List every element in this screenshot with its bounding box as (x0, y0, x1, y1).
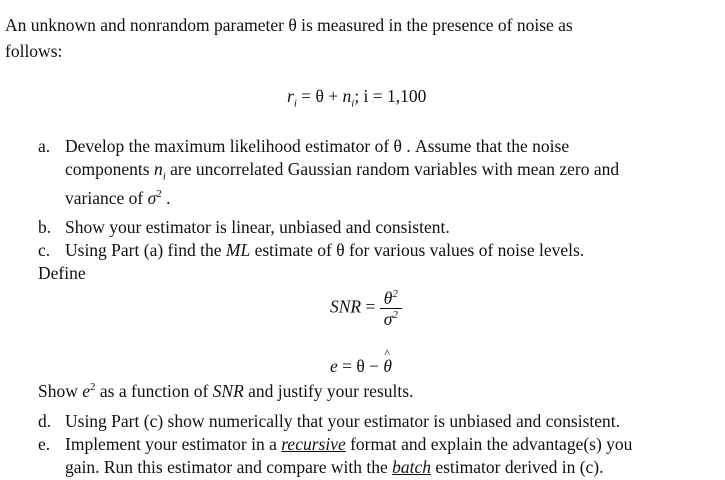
n-subscript: i (351, 97, 355, 110)
snr-fraction (380, 288, 402, 329)
part-e-line-1 (65, 434, 632, 455)
model-equation (287, 86, 427, 110)
snr-denominator (380, 309, 402, 329)
show-snr: SNR (212, 381, 244, 401)
part-d-marker: d. (38, 411, 52, 431)
show-pre: Show (38, 381, 83, 401)
hat-accent: ^ (384, 346, 391, 360)
part-b-text: Show your estimator is linear, unbiased and consistent. (65, 217, 450, 237)
part-c-text (65, 240, 584, 261)
equation-middle: = θ + (296, 86, 343, 106)
error-e-symbol: e (330, 356, 338, 376)
part-e-marker: e. (38, 434, 51, 454)
part-a-line-3-post: . (161, 188, 171, 208)
error-equation (330, 346, 393, 377)
show-e-symbol: e (82, 381, 91, 401)
snr-equals: = (361, 296, 380, 317)
snr-num-theta: θ (383, 288, 393, 308)
recursive-word: recursive (281, 434, 346, 454)
snr-den-sigma: σ (383, 309, 393, 329)
sigma-superscript: 2 (156, 188, 162, 201)
part-b-marker: b. (38, 217, 52, 237)
part-d-text: Using Part (c) show numerically that your estimator is unbiased and consistent. (65, 411, 621, 431)
part-a-line-2-pre: components (65, 159, 154, 179)
part-c-marker: c. (38, 240, 51, 260)
n-symbol: n (342, 86, 352, 106)
part-a-line-2-post: are uncorrelated Gaussian random variables with mean zero and (165, 159, 620, 179)
part-e-line-1-pre: Implement your estimator in a (65, 434, 282, 454)
show-post: and justify your results. (243, 381, 414, 401)
ml-abbrev: ML (225, 240, 251, 260)
error-middle: = θ − (337, 356, 384, 376)
part-a-line-3 (65, 188, 170, 209)
part-e-line-2 (65, 457, 604, 478)
theta-hat-symbol: θ (383, 356, 393, 376)
r-subscript: i (293, 97, 297, 110)
show-mid: as a function of (95, 381, 213, 401)
snr-den-sup: 2 (392, 309, 398, 322)
part-e-line-2-pre: gain. Run this estimator and compare with the (65, 457, 393, 477)
part-c-text-post: estimate of θ for various values of noise levels. (250, 240, 585, 260)
part-a-line-1: Develop the maximum likelihood estimator of θ . Assume that the noise (65, 136, 570, 156)
part-a-n-symbol: n (153, 159, 163, 179)
part-a-line-3-pre: variance of (65, 188, 148, 208)
show-line (38, 381, 413, 402)
snr-num-sup: 2 (392, 288, 398, 301)
sigma-symbol: σ (147, 188, 157, 208)
part-a-n-subscript: i (162, 170, 166, 183)
part-a-line-2 (65, 159, 620, 183)
show-e-superscript: 2 (90, 381, 96, 394)
part-a-marker: a. (38, 136, 51, 156)
theta-hat (383, 346, 393, 377)
batch-word: batch (392, 457, 431, 477)
index-range: ; i = 1,100 (354, 86, 427, 106)
snr-numerator (380, 288, 402, 309)
part-e-line-1-post: format and explain the advantage(s) you (345, 434, 633, 454)
intro-line-1: An unknown and nonrandom parameter θ is measured in the presence of noise as (5, 15, 573, 35)
snr-lhs: SNR (330, 296, 362, 317)
define-label: Define (38, 263, 86, 283)
intro-line-2: follows: (5, 41, 63, 61)
snr-equation (330, 288, 402, 329)
part-c-text-pre: Using Part (a) find the (65, 240, 226, 260)
part-e-line-2-post: estimator derived in (c). (430, 457, 604, 477)
r-symbol: r (287, 86, 294, 106)
